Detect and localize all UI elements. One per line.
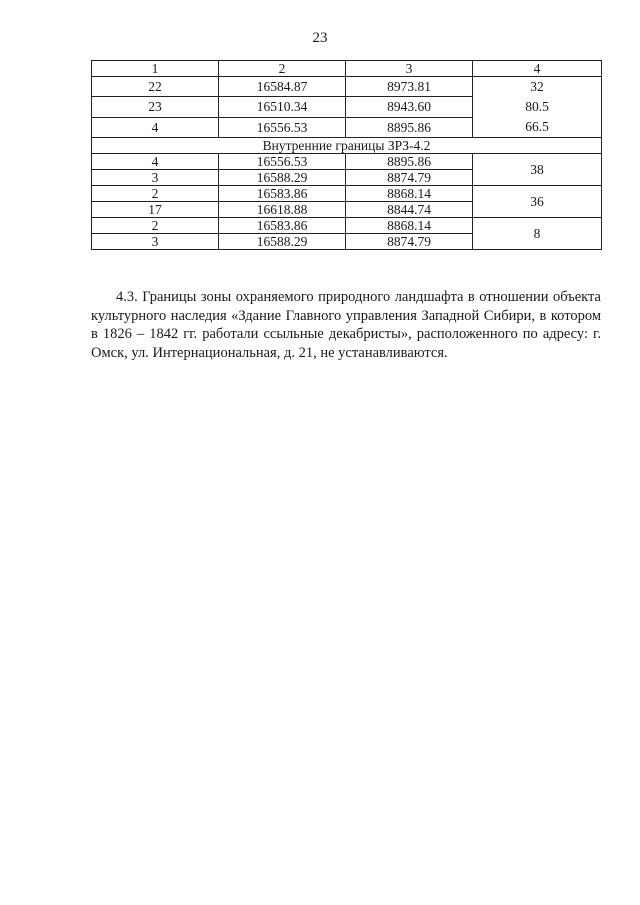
point-number: 2 [92, 218, 219, 234]
section-row [92, 138, 602, 154]
table-header-row [92, 61, 602, 77]
paragraph-text: 4.3. Границы зоны охраняемого природного ландшафта в отношении объекта культурного наследия «Здание Главного управления Западной Сибири, в котором в 1826 – 1842 гг. работали ссыльные декабристы», расположенного по адресу: г. Омск, ул. Интернациональная, д. 21, не устанавливаются. [91, 289, 601, 361]
coord-y: 8874.79 [346, 170, 473, 186]
point-number: 3 [92, 170, 219, 186]
table-row [92, 154, 602, 170]
section-title: Внутренние границы ЗРЗ-4.2 [92, 138, 602, 154]
coord-y: 8874.79 [346, 234, 473, 250]
coord-x: 16588.29 [219, 170, 346, 186]
coord-x: 16583.86 [219, 186, 346, 202]
point-number: 4 [92, 117, 219, 137]
point-number: 17 [92, 202, 219, 218]
distance-value: 8 [473, 218, 602, 250]
table-row [92, 218, 602, 234]
coord-y: 8895.86 [346, 154, 473, 170]
coordinates-table [91, 60, 602, 250]
distance-value: 38 [473, 154, 602, 186]
coord-y: 8868.14 [346, 186, 473, 202]
coord-y: 8943.60 [346, 97, 473, 117]
page-number: 23 [312, 30, 328, 46]
coord-x: 16556.53 [219, 117, 346, 137]
coord-y: 8868.14 [346, 218, 473, 234]
distance-cell [473, 77, 602, 138]
distance-value: 36 [473, 186, 602, 218]
coord-y: 8973.81 [346, 77, 473, 97]
body-paragraph [91, 288, 601, 362]
distance-value: 80.5 [525, 99, 549, 114]
coord-x: 16583.86 [219, 218, 346, 234]
point-number: 23 [92, 97, 219, 117]
coord-x: 16588.29 [219, 234, 346, 250]
coord-x: 16556.53 [219, 154, 346, 170]
table-row [92, 77, 602, 97]
header-cell: 2 [219, 61, 346, 77]
coord-y: 8844.74 [346, 202, 473, 218]
point-number: 2 [92, 186, 219, 202]
distance-value: 32 [530, 79, 544, 94]
coord-y: 8895.86 [346, 117, 473, 137]
header-cell: 3 [346, 61, 473, 77]
coord-x: 16584.87 [219, 77, 346, 97]
coord-x: 16510.34 [219, 97, 346, 117]
table-row [92, 186, 602, 202]
distance-value: 66.5 [525, 119, 549, 134]
header-cell: 4 [473, 61, 602, 77]
header-cell: 1 [92, 61, 219, 77]
point-number: 4 [92, 154, 219, 170]
coord-x: 16618.88 [219, 202, 346, 218]
point-number: 22 [92, 77, 219, 97]
point-number: 3 [92, 234, 219, 250]
